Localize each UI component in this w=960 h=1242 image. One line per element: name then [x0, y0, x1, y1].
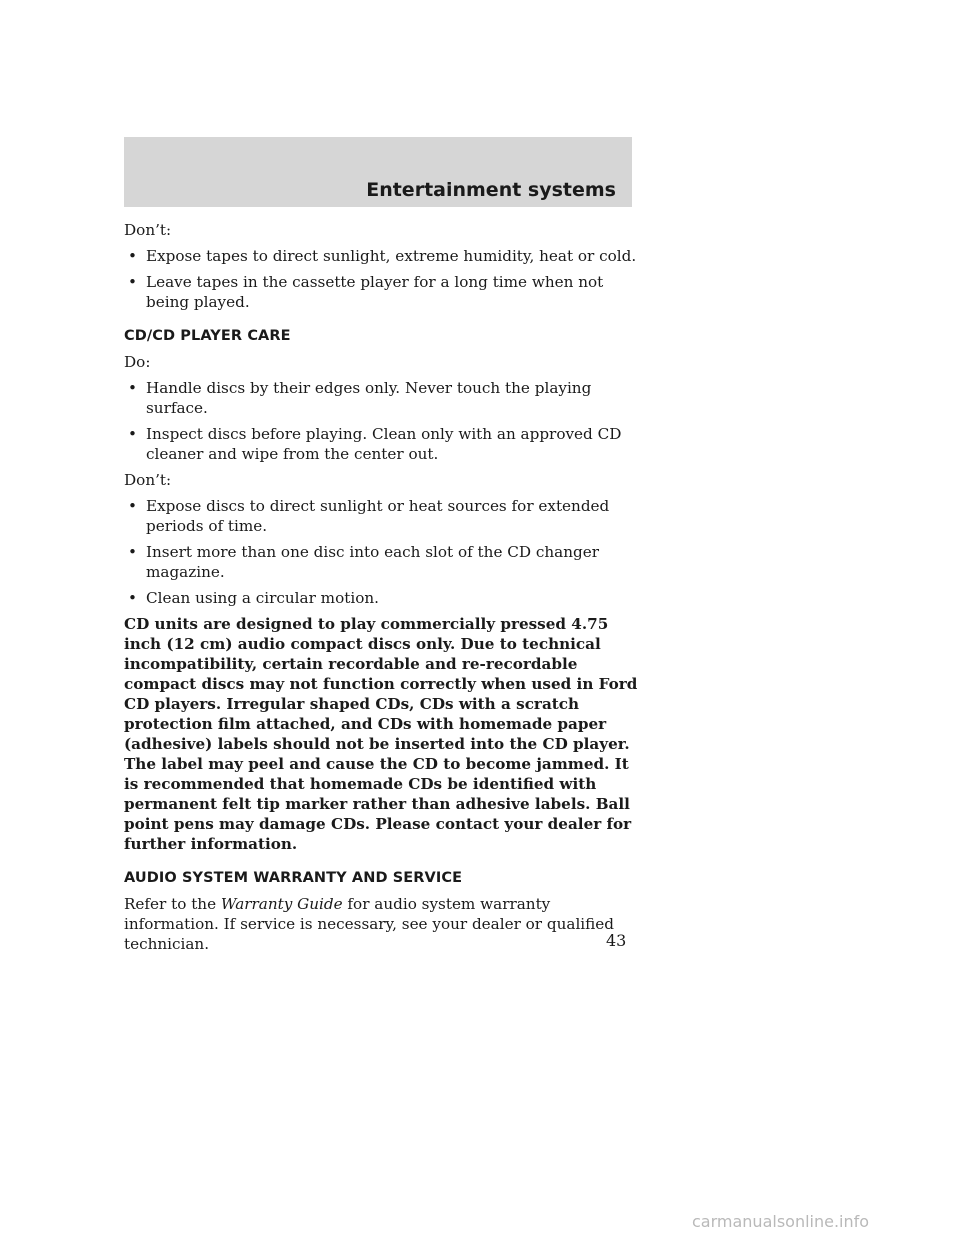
- bullet-icon: •: [128, 273, 137, 291]
- cd-compatibility-notice: CD units are designed to play commercially pressed 4.75 inch (12 cm) audio compact discs only. Due to technical incompatibility, certain recordable and re-recordable compact discs may not function correctly when used in Ford CD players. Irregular shaped CDs, CDs with a scratch protection film attached, and CDs with homemade paper (adhesive) labels should not be inserted into the CD player. The label may peel and cause the CD to become jammed. It is recommended that homemade CDs be identified with permanent felt tip marker rather than adhesive labels. Ball point pens may damage CDs. Please contact your dealer for further information.: [124, 615, 638, 853]
- list-item: [124, 272, 644, 312]
- list-item: [124, 542, 644, 582]
- list-item: [124, 378, 644, 418]
- list-item-text: Expose discs to direct sunlight or heat sources for extended periods of time.: [146, 497, 610, 535]
- warranty-heading: AUDIO SYSTEM WARRANTY AND SERVICE: [124, 870, 463, 886]
- warranty-paragraph: [124, 894, 644, 954]
- section-title: Entertainment systems: [366, 179, 616, 201]
- page-number: 43: [606, 931, 627, 950]
- list-item-text: Handle discs by their edges only. Never touch the playing surface.: [146, 379, 592, 417]
- list-item-text: Insert more than one disc into each slot of the CD changer magazine.: [146, 543, 599, 581]
- section-header-band: [124, 137, 632, 207]
- cd-dont-label: Don’t:: [124, 471, 172, 489]
- list-item: [124, 424, 644, 464]
- warranty-guide-title: Warranty Guide: [220, 895, 343, 913]
- list-item: [124, 588, 644, 608]
- cd-do-label: Do:: [124, 353, 151, 371]
- tape-dont-label: Don’t:: [124, 221, 172, 239]
- list-item: [124, 246, 644, 266]
- list-item-text: Expose tapes to direct sunlight, extreme humidity, heat or cold.: [146, 247, 637, 265]
- bullet-icon: •: [128, 425, 137, 443]
- bullet-icon: •: [128, 497, 137, 515]
- list-item-text: Inspect discs before playing. Clean only with an approved CD cleaner and wipe from the center out.: [146, 425, 622, 463]
- bullet-icon: •: [128, 379, 137, 397]
- site-watermark: carmanualsonline.info: [692, 1212, 870, 1231]
- cd-care-heading: CD/CD PLAYER CARE: [124, 328, 291, 344]
- list-item-text: Clean using a circular motion.: [146, 589, 379, 607]
- bullet-icon: •: [128, 589, 137, 607]
- bullet-icon: •: [128, 247, 137, 265]
- warranty-text-after: for audio system warranty information. If service is necessary, see your dealer or qualified technician.: [124, 895, 615, 953]
- list-item-text: Leave tapes in the cassette player for a long time when not being played.: [146, 273, 604, 311]
- warranty-text-before: Refer to the: [124, 895, 221, 913]
- page-content: [124, 220, 644, 960]
- bullet-icon: •: [128, 543, 137, 561]
- list-item: [124, 496, 644, 536]
